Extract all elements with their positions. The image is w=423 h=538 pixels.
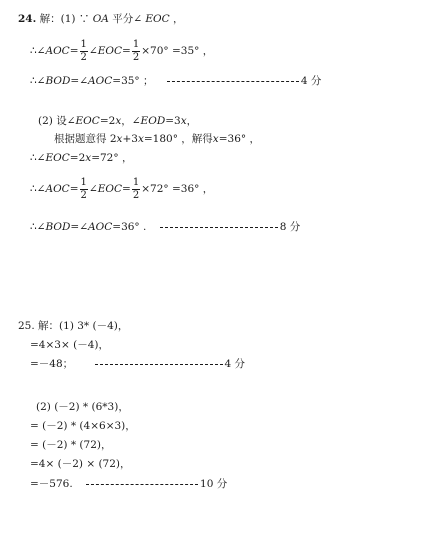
therefore-angle: ∴∠ bbox=[30, 183, 46, 195]
variable-x: x bbox=[180, 115, 187, 127]
fraction-numerator: 1 bbox=[80, 38, 87, 50]
q24-part2-setup bbox=[38, 114, 197, 128]
q24-part2-eoc bbox=[30, 151, 132, 165]
q25-step-text: =4×3× (－4)， bbox=[30, 339, 109, 351]
q24-part2-equation bbox=[54, 132, 260, 146]
fraction-half bbox=[80, 40, 88, 63]
q24-part2-aoc bbox=[30, 176, 213, 202]
therefore-angle: ∴∠ bbox=[30, 75, 46, 87]
fraction-numerator: 1 bbox=[80, 176, 87, 188]
equation-text: 根据题意得 2 bbox=[54, 133, 117, 145]
score-dash-line bbox=[86, 484, 198, 485]
therefore-angle: ∴∠ bbox=[30, 45, 46, 57]
q24-oa: OA bbox=[92, 13, 109, 25]
equals-angle: =∠ bbox=[70, 221, 89, 233]
q25-step-text: =－576. bbox=[30, 478, 73, 490]
angle-aoc: AOC bbox=[88, 221, 113, 233]
score-dash-line bbox=[160, 227, 278, 228]
fraction-half bbox=[132, 178, 140, 201]
fraction-denominator: 2 bbox=[132, 51, 140, 63]
variable-x: x bbox=[116, 133, 123, 145]
score-label: 4 分 bbox=[300, 75, 322, 87]
fraction-half bbox=[80, 178, 88, 201]
angle-aoc: AOC bbox=[45, 183, 70, 195]
equals: =2 bbox=[99, 115, 116, 127]
angle-eoc: EOC bbox=[45, 152, 70, 164]
step-result: ×70° =35° ， bbox=[141, 45, 214, 57]
q25-step-text: =4× (－2) × (72)， bbox=[30, 458, 131, 470]
part2-label: (2) 设∠ bbox=[38, 115, 76, 127]
fraction-denominator: 2 bbox=[132, 189, 140, 201]
fraction-numerator: 1 bbox=[132, 176, 140, 188]
q25-step-1 bbox=[30, 338, 109, 352]
equals: =2 bbox=[69, 152, 86, 164]
q24-bisect-text: 平分∠ bbox=[112, 13, 143, 25]
step-result: =72° ， bbox=[91, 152, 133, 164]
q25-step-2 bbox=[30, 357, 245, 371]
q25-part1-line: 25. 解：(1) 3* (－4)， bbox=[18, 320, 129, 332]
equation-result: =36° ， bbox=[218, 133, 260, 145]
variable-x: x bbox=[85, 152, 92, 164]
step-result: =36° . bbox=[112, 221, 147, 233]
q25-step-text: = (－2) * (4×6×3)， bbox=[30, 420, 136, 432]
equals: = bbox=[69, 183, 79, 195]
therefore-angle: ∴∠ bbox=[30, 221, 46, 233]
angle-bod: BOD bbox=[45, 75, 71, 87]
q24-part2-bod bbox=[30, 220, 300, 234]
step-result: ×72° =36° ， bbox=[141, 183, 214, 195]
score-dash-line bbox=[95, 364, 223, 365]
angle-symbol: ∠ bbox=[88, 183, 98, 195]
q25-part2-step-2 bbox=[30, 438, 112, 452]
variable-x: x bbox=[137, 133, 144, 145]
angle-eoc: EOC bbox=[97, 45, 123, 57]
q25-part2-line: (2) (－2) * (6*3)， bbox=[36, 401, 129, 413]
score-label: 8 分 bbox=[279, 221, 301, 233]
angle-aoc: AOC bbox=[88, 75, 113, 87]
fraction-denominator: 2 bbox=[80, 51, 87, 63]
q24-header bbox=[18, 12, 184, 26]
step-result: =35° ； bbox=[112, 75, 154, 87]
equals: =3 bbox=[165, 115, 181, 127]
equation-text: =180° ，解得 bbox=[143, 133, 213, 145]
q25-step-text: = (－2) * (72)， bbox=[30, 439, 112, 451]
equals: = bbox=[122, 183, 131, 195]
fraction-numerator: 1 bbox=[132, 38, 140, 50]
q25-part2-step-4 bbox=[30, 477, 227, 491]
q24-step-bod bbox=[30, 74, 321, 88]
angle-eod: EOD bbox=[140, 115, 166, 127]
variable-x: x bbox=[212, 133, 219, 145]
q24-number: 24. bbox=[18, 13, 37, 25]
angle-eoc: EOC bbox=[97, 183, 123, 195]
angle-eoc: EOC bbox=[75, 115, 100, 127]
q25-part2-step-3 bbox=[30, 457, 131, 471]
angle-aoc: AOC bbox=[45, 45, 70, 57]
angle-symbol: ∠ bbox=[88, 45, 98, 57]
fraction-half bbox=[132, 40, 140, 63]
equals: = bbox=[69, 45, 79, 57]
q25-header bbox=[18, 319, 128, 333]
separator: ，∠ bbox=[121, 115, 141, 127]
variable-x: x bbox=[115, 115, 122, 127]
equation-text: +3 bbox=[122, 133, 138, 145]
therefore-angle: ∴∠ bbox=[30, 152, 46, 164]
q25-step-text: =－48； bbox=[30, 358, 74, 370]
score-dash-line bbox=[167, 81, 299, 82]
q25-part2-header bbox=[36, 400, 129, 414]
equals: = bbox=[122, 45, 131, 57]
q24-eoc: EOC bbox=[145, 13, 170, 25]
q25-part2-step-1 bbox=[30, 419, 136, 433]
equals-angle: =∠ bbox=[70, 75, 89, 87]
q24-step-aoc bbox=[30, 38, 213, 64]
q24-part1-label: 解：(1) ∵ bbox=[39, 13, 90, 25]
q24-comma: ， bbox=[173, 13, 184, 25]
angle-bod: BOD bbox=[45, 221, 71, 233]
fraction-denominator: 2 bbox=[80, 189, 87, 201]
comma: ， bbox=[186, 115, 198, 127]
score-label: 10 分 bbox=[200, 478, 228, 490]
score-label: 4 分 bbox=[224, 358, 246, 370]
